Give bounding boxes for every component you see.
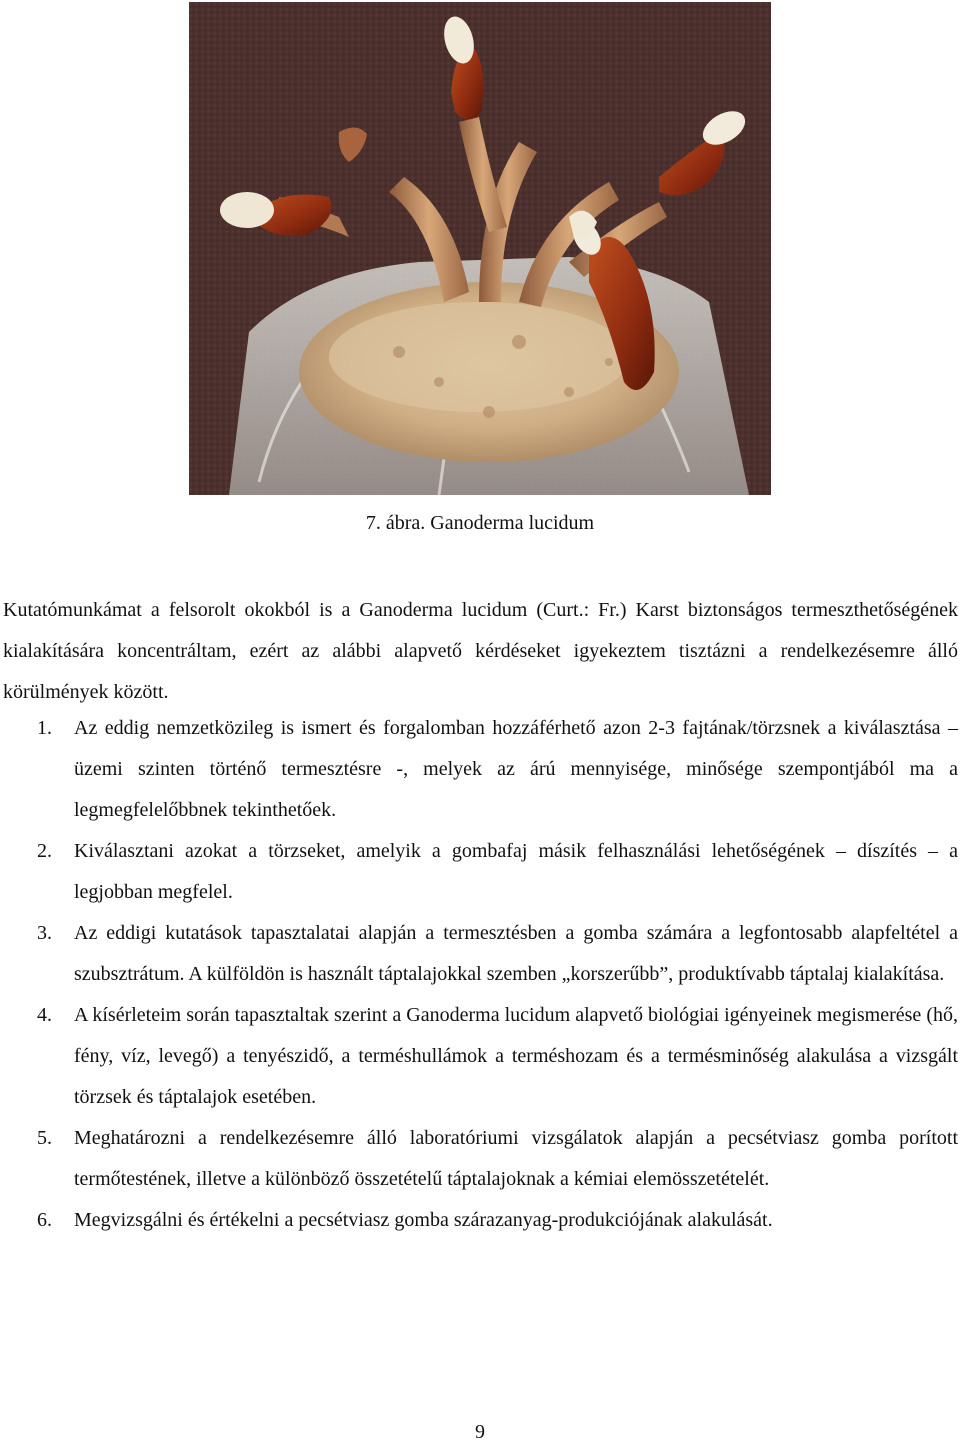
list-item bbox=[0, 1118, 958, 1200]
list-item-text: Kiválasztani azokat a törzseket, amelyik a gombafaj másik felhasználási lehetőségének – díszítés – a legjobban megfelel. bbox=[74, 840, 958, 903]
list-item-text: A kísérleteim során tapasztaltak szerint a Ganoderma lucidum alapvető biológiai igényeinek megismerése (hő, fény, víz, levegő) a tenyészidő, a terméshullámok a terméshozam és a termésminőség alakulása a vizsgált törzsek és táptalajok esetében. bbox=[74, 1004, 958, 1108]
list-item bbox=[0, 708, 958, 831]
list-item-number: 4. bbox=[37, 1004, 52, 1026]
list-item-number: 6. bbox=[37, 1209, 52, 1231]
list-item bbox=[0, 995, 958, 1118]
list-item bbox=[0, 831, 958, 913]
ganoderma-photo bbox=[189, 2, 771, 495]
list-item-number: 1. bbox=[37, 717, 52, 739]
list-item-text: Az eddigi kutatások tapasztalatai alapján a termesztésben a gomba számára a legfontosabb alapfeltétel a szubsztrátum. A külföldön is használt táptalajokkal szemben „korszerűbb”, produktívabb táptalaj kialakítása. bbox=[74, 922, 958, 985]
list-item-number: 3. bbox=[37, 922, 52, 944]
list-item-text: Meghatározni a rendelkezésemre álló laboratóriumi vizsgálatok alapján a pecsétviasz gomba porított termőtestének, illetve a különböző összetételű táptalajoknak a kémiai elemösszetételét. bbox=[74, 1127, 958, 1190]
list-item bbox=[0, 913, 958, 995]
page-number: 9 bbox=[475, 1421, 485, 1443]
intro-paragraph: Kutatómunkámat a felsorolt okokból is a Ganoderma lucidum (Curt.: Fr.) Karst biztonságos termeszthetőségének kialakítására koncentráltam, ezért az alábbi alapvető kérdéseket igyekeztem tisztázni a rendelkezésemre álló körülmények között. bbox=[3, 599, 958, 703]
list-item-number: 2. bbox=[37, 840, 52, 862]
objectives-list bbox=[0, 708, 958, 1241]
list-item-text: Az eddig nemzetközileg is ismert és forgalomban hozzáférhető azon 2-3 fajtának/törzsnek a kiválasztása – üzemi szinten történő termesztésre -, melyek az árú mennyisége, minősége szempontjából ma a legmegfelelőbbnek tekinthetőek. bbox=[74, 717, 958, 821]
list-item-text: Megvizsgálni és értékelni a pecsétviasz gomba szárazanyag-produkciójának alakulását. bbox=[74, 1209, 773, 1231]
list-item bbox=[0, 1200, 958, 1241]
figure-caption: 7. ábra. Ganoderma lucidum bbox=[365, 512, 595, 534]
list-item-number: 5. bbox=[37, 1127, 52, 1149]
